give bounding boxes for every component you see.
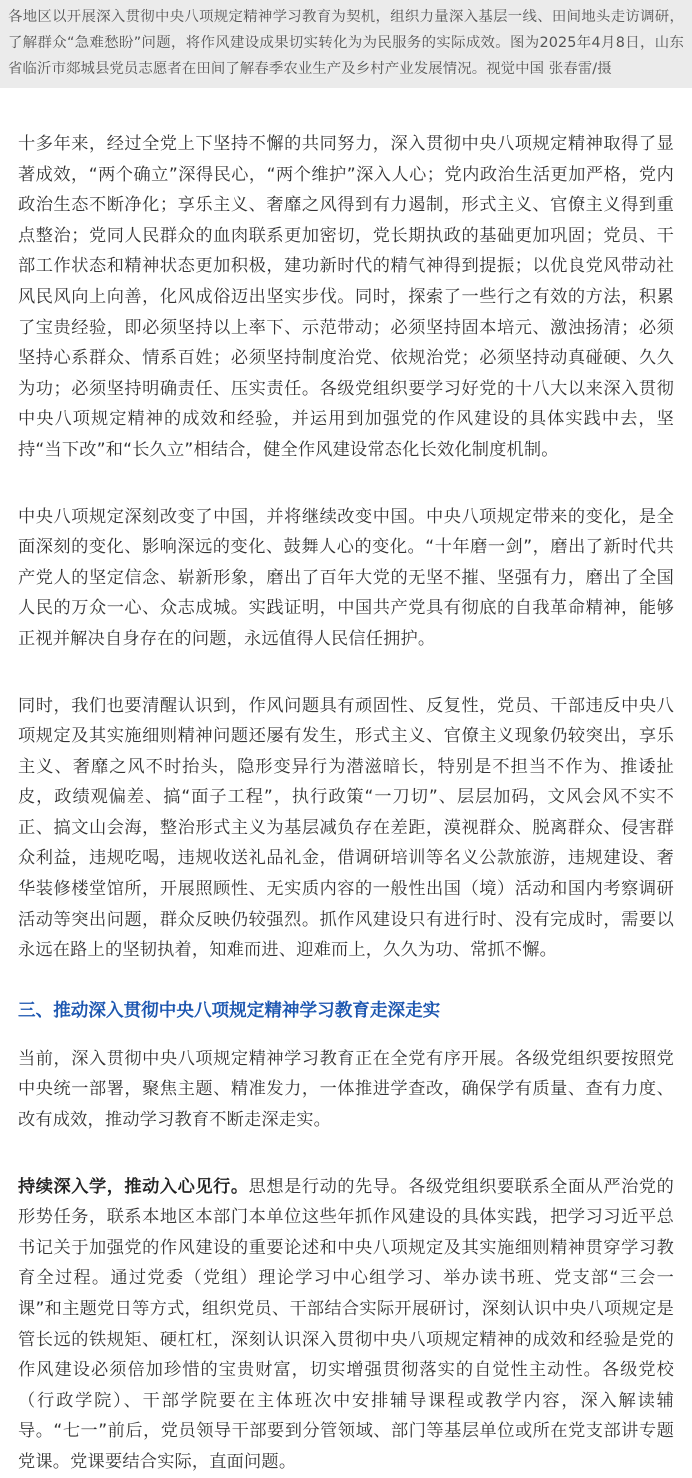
photo-caption-text: 各地区以开展深入贯彻中央八项规定精神学习教育为契机，组织力量深入基层一线、田间地头走访调研，了解群众“急难愁盼”问题，将作风建设成果切实转化为为民服务的实际成效。图为2025年4月8日，山东省临沂市郯城县党员志愿者在田间了解春季农业生产及乡村产业发展情况。视觉中国 张春雷/摄 bbox=[8, 9, 684, 77]
section-heading: 三、推动深入贯彻中央八项规定精神学习教育走深走实 bbox=[18, 1000, 441, 1021]
paragraph-body: 思想是行动的先导。各级党组织要联系全面从严治党的形势任务，联系本地区本部门本单位这些年抓作风建设的具体实践，把学习习近平总书记关于加强党的作风建设的重要论述和中央八项规定及其实施细则精神贯穿学习教育全过程。通过党委（党组）理论学习中心组学习、举办读书班、党支部“三会一课”和主题党日等方式，组织党员、干部结合实际开展研讨，深刻认识中央八项规定是管长远的铁规矩、硬杠杠，深刻认识深入贯彻中央八项规定精神的成效和经验是党的作风建设必须倍加珍惜的宝贵财富，切实增强贯彻落实的自觉性主动性。各级党校（行政学院）、干部学院要在主体班次中安排辅导课程或教学内容，深入解读辅导。“七一”前后，党员领导干部要到分管领域、部门等基层单位或所在党支部讲专题党课。党课要结合实际，直面问题。 bbox=[18, 1176, 674, 1472]
article-body bbox=[0, 129, 692, 1478]
article-paragraph: 当前，深入贯彻中央八项规定精神学习教育正在全党有序开展。各级党组织要按照党中央统一部署，聚焦主题、精准发力，一体推进学查改，确保学有质量、查有力度、改有成效，推动学习教育不断走深走实。 bbox=[18, 1048, 674, 1131]
paragraph-lead: 持续深入学，推动入心见行。 bbox=[18, 1176, 249, 1197]
photo-caption bbox=[0, 0, 692, 88]
article-paragraph: 同时，我们也要清醒认识到，作风问题具有顽固性、反复性，党员、干部违反中央八项规定及其实施细则精神问题还屡有发生，形式主义、官僚主义现象仍较突出，享乐主义、奢靡之风不时抬头，隐形变异行为潜滋暗长，特别是不担当不作为、推诿扯皮，政绩观偏差、搞“面子工程”，执行政策“一刀切”、层层加码，文风会风不实不正、搞文山会海，整治形式主义为基层减负存在差距，漠视群众、脱离群众、侵害群众利益，违规吃喝，违规收送礼品礼金，借调研培训等名义公款旅游，违规建设、奢华装修楼堂馆所，开展照顾性、无实质内容的一般性出国（境）活动和国内考察调研活动等突出问题，群众反映仍较强烈。抓作风建设只有进行时、没有完成时，需要以永远在路上的坚韧执着，知难而进、迎难而上，久久为功、常抓不懈。 bbox=[18, 695, 674, 961]
article-paragraph bbox=[18, 1172, 674, 1478]
article-paragraph: 十多年来，经过全党上下坚持不懈的共同努力，深入贯彻中央八项规定精神取得了显著成效，“两个确立”深得民心，“两个维护”深入人心；党内政治生活更加严格，党内政治生态不断净化；享乐主义、奢靡之风得到有力遏制，形式主义、官僚主义得到重点整治；党同人民群众的血肉联系更加密切，党长期执政的基础更加巩固；党员、干部工作状态和精神状态更加积极，建功新时代的精气神得到提振；以优良党风带动社风民风向上向善，化风成俗迈出坚实步伐。同时，探索了一些行之有效的方法，积累了宝贵经验，即必须坚持以上率下、示范带动；必须坚持固本培元、激浊扬清；必须坚持心系群众、情系百姓；必须坚持制度治党、依规治党；必须坚持动真碰硬、久久为功；必须坚持明确责任、压实责任。各级党组织要学习好党的十八大以来深入贯彻中央八项规定精神的成效和经验，并运用到加强党的作风建设的具体实践中去，坚持“当下改”和“长久立”相结合，健全作风建设常态化长效化制度机制。 bbox=[18, 134, 674, 460]
article-paragraph: 中央八项规定深刻改变了中国，并将继续改变中国。中央八项规定带来的变化，是全面深刻的变化、影响深远的变化、鼓舞人心的变化。“十年磨一剑”，磨出了新时代共产党人的坚定信念、崭新形象，磨出了百年大党的无坚不摧、坚强有力，磨出了全国人民的万众一心、众志成城。实践证明，中国共产党具有彻底的自我革命精神，能够正视并解决自身存在的问题，永远值得人民信任拥护。 bbox=[18, 506, 674, 649]
